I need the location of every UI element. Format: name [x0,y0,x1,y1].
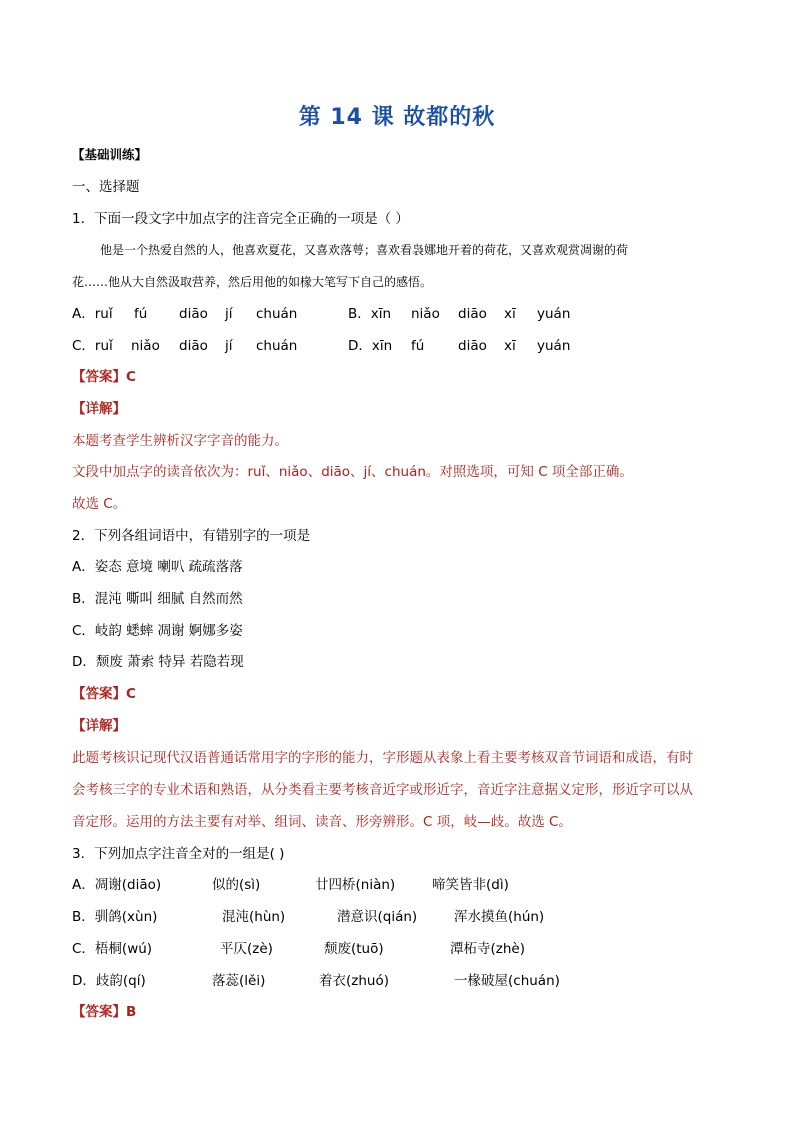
q1-option-a-p5: chuán [256,306,298,322]
q1-passage-line1: 他是一个热爱自然的人，他喜欢夏花，又喜欢落萼；喜欢看袅娜地开着的荷花，又喜欢观赏凋谢的荷 [100,243,629,257]
q1-option-d-p5: yuán [537,338,571,354]
q2-detail-tag: 【详解】 [72,718,126,734]
section-heading: 一、选择题 [72,179,140,195]
q2-detail-3: 音定形。运用的方法主要有对举、组词、读音、形旁辨形。C 项，岐—歧。故选 C。 [72,814,572,830]
q1-option-c-p3: diāo [179,338,208,354]
q3-d-2: 落蕊(lěi) [212,973,266,989]
q3-a-3: 廿四桥(niàn) [315,877,396,893]
q3-c-3: 颓废(tuō) [324,941,384,957]
q1-option-b: B．xīn [348,306,392,322]
q3-a-2: 似的(sì) [212,877,261,893]
q1-passage-line2: 花……他从大自然汲取营养，然后用他的如椽大笔写下自己的感悟。 [72,275,433,289]
q3-a-4: 啼笑皆非(dì) [432,877,509,893]
q2-option-a: A．姿态 意境 喇叭 疏疏落落 [72,559,243,575]
q1-option-d-p2: fú [411,338,425,354]
q3-d-3: 着衣(zhuó) [319,973,389,989]
q1-detail-tag: 【详解】 [72,401,126,417]
q1-option-c-p5: chuán [256,338,298,354]
q1-option-d: D．xīn [348,338,393,354]
q3-stem: 3．下列加点字注音全对的一组是( ) [72,846,285,862]
q3-b-2: 混沌(hùn) [222,909,286,925]
q3-c-4: 潭柘寺(zhè) [450,941,525,957]
q1-option-b-p2: niǎo [411,306,440,322]
q1-option-b-p5: yuán [537,306,571,322]
q3-c-1: C．梧桐(wú) [72,941,153,957]
q2-option-c: C．岐韵 蟋蟀 凋谢 婀娜多姿 [72,623,243,639]
q3-answer: 【答案】B [72,1004,137,1020]
q3-b-3: 潜意识(qián) [337,909,418,925]
q2-stem: 2．下列各组词语中，有错别字的一项是 [72,528,311,544]
q1-option-b-p3: diāo [458,306,487,322]
q3-b-4: 浑水摸鱼(hún) [454,909,545,925]
q1-option-a: A．ruǐ [72,306,113,322]
q3-c-2: 平仄(zè) [220,941,273,957]
page-title: 第 14 课 故都的秋 [298,105,496,130]
q2-detail-2: 会考核三字的专业术语和熟语，从分类看主要考核音近字或形近字，音近字注意据义定形，形近字可以从 [72,782,693,798]
q3-a-1: A．凋谢(diāo) [72,877,162,893]
q1-option-a-p2: fú [134,306,148,322]
q2-option-b: B．混沌 嘶叫 细腻 自然而然 [72,591,243,607]
q1-option-a-p3: diāo [179,306,208,322]
q3-d-4: 一椽破屋(chuán) [454,973,560,989]
q1-option-d-p3: diāo [458,338,487,354]
q3-d-1: D．歧韵(qí) [72,973,146,989]
q2-option-d: D．颓废 萧索 特异 若隐若现 [72,654,244,670]
section-tag: 【基础训练】 [72,147,148,162]
q1-option-c-p2: niǎo [131,338,160,354]
q2-answer: 【答案】C [72,686,136,702]
q1-option-c: C．ruǐ [72,338,113,354]
q1-detail-3: 故选 C。 [72,496,127,512]
q2-detail-1: 此题考核识记现代汉语普通话常用字的字形的能力，字形题从表象上看主要考核双音节词语和成语，有时 [72,750,693,766]
q1-detail-2: 文段中加点字的读音依次为：ruǐ、niǎo、diāo、jí、chuán。对照选项，可知 C 项全部正确。 [72,464,633,480]
q1-option-d-p4: xī [504,338,516,354]
q1-option-b-p4: xī [504,306,516,322]
q3-b-1: B．驯鸽(xùn) [72,909,158,925]
q1-detail-1: 本题考查学生辨析汉字字音的能力。 [72,433,288,449]
q1-answer: 【答案】C [72,369,136,385]
q1-option-c-p4: jí [225,338,233,354]
q1-option-a-p4: jí [225,306,233,322]
q1-stem: 1．下面一段文字中加点字的注音完全正确的一项是（ ） [72,211,409,227]
